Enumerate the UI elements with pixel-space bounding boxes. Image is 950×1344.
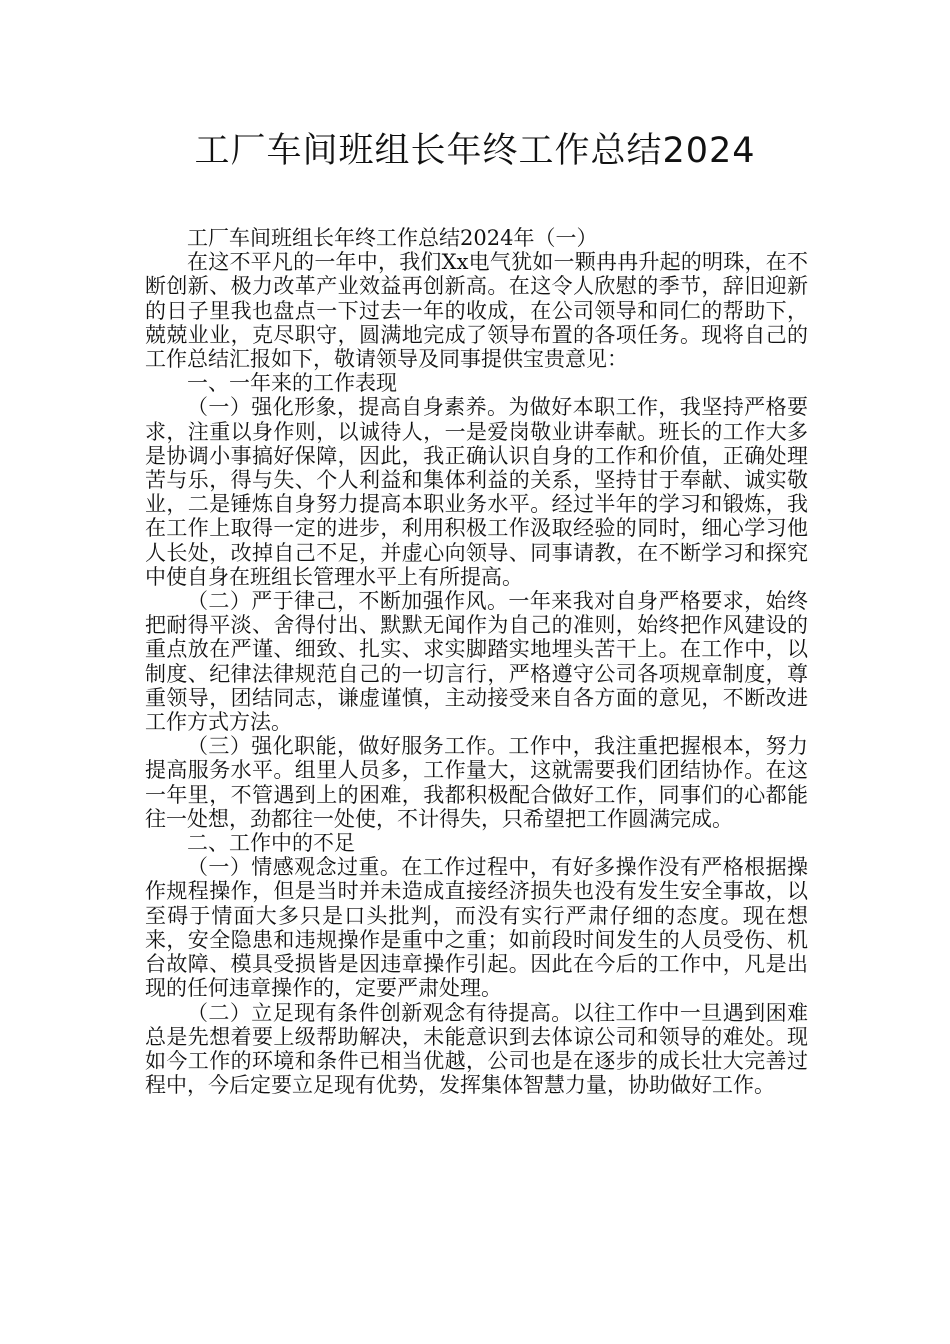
performance-item-3: （三）强化职能，做好服务工作。工作中，我注重把握根本，努力提高服务水平。组里人员多，工作量大，这就需要我们团结协作。在这一年里，不管遇到上的困难，我都积极配合做好工作，同事们的心都能往一处想，劲都往一处使，不计得失，只希望把工作圆满完成。	[145, 734, 808, 831]
section-heading-shortcomings: 二、工作中的不足	[187, 831, 355, 856]
shortcoming-item-1: （一）情感观念过重。在工作过程中，有好多操作没有严格根据操作规程操作，但是当时并未造成直接经济损失也没有发生安全事故，以至碍于情面大多只是口头批判，而没有实行严肃仔细的态度。现在想来，安全隐患和违规操作是重中之重；如前段时间发生的人员受伤、机台故障、模具受损皆是因违章操作引起。因此在今后的工作中，凡是出现的任何违章操作的，定要严肃处理。	[145, 855, 808, 1001]
performance-item-1: （一）强化形象，提高自身素养。为做好本职工作，我坚持严格要求，注重以身作则，以诚待人，一是爱岗敬业讲奉献。班长的工作大多是协调小事搞好保障，因此，我正确认识自身的工作和价值，正确处理苦与乐，得与失、个人利益和集体利益的关系，坚持甘于奉献、诚实敬业，二是锤炼自身努力提高本职业务水平。经过半年的学习和锻炼，我在工作上取得一定的进步，利用积极工作汲取经验的同时，细心学习他人长处，改掉自己不足，并虚心向领导、同事请教，在不断学习和探究中使自身在班组长管理水平上有所提高。	[145, 395, 808, 589]
intro-paragraph: 在这不平凡的一年中，我们Xx电气犹如一颗冉冉升起的明珠，在不断创新、极力改革产业效益再创新高。在这令人欣慰的季节，辞旧迎新的日子里我也盘点一下过去一年的收成，在公司领导和同仁的帮助下，兢兢业业，克尽职守，圆满地完成了领导布置的各项任务。现将自己的工作总结汇报如下，敬请领导及同事提供宝贵意见：	[145, 250, 808, 372]
shortcoming-item-2: （二）立足现有条件创新观念有待提高。以往工作中一旦遇到困难总是先想着要上级帮助解决，未能意识到去体谅公司和领导的难处。现如今工作的环境和条件已相当优越，公司也是在逐步的成长壮大完善过程中，今后定要立足现有优势，发挥集体智慧力量，协助做好工作。	[145, 1000, 808, 1098]
document-title: 工厂车间班组长年终工作总结2024	[194, 131, 756, 171]
document-body	[145, 226, 808, 1097]
performance-item-2: （二）严于律己，不断加强作风。一年来我对自身严格要求，始终把耐得平淡、舍得付出、默默无闻作为自己的准则，始终把作风建设的重点放在严谨、细致、扎实、求实脚踏实地埋头苦干上。在工作中，以制度、纪律法律规范自己的一切言行，严格遵守公司各项规章制度，尊重领导，团结同志，谦虚谨慎，主动接受来自各方面的意见，不断改进工作方式方法。	[145, 589, 808, 735]
subtitle-paragraph: 工厂车间班组长年终工作总结2024年（一）	[187, 226, 598, 250]
section-heading-performance: 一、一年来的工作表现	[187, 371, 397, 396]
